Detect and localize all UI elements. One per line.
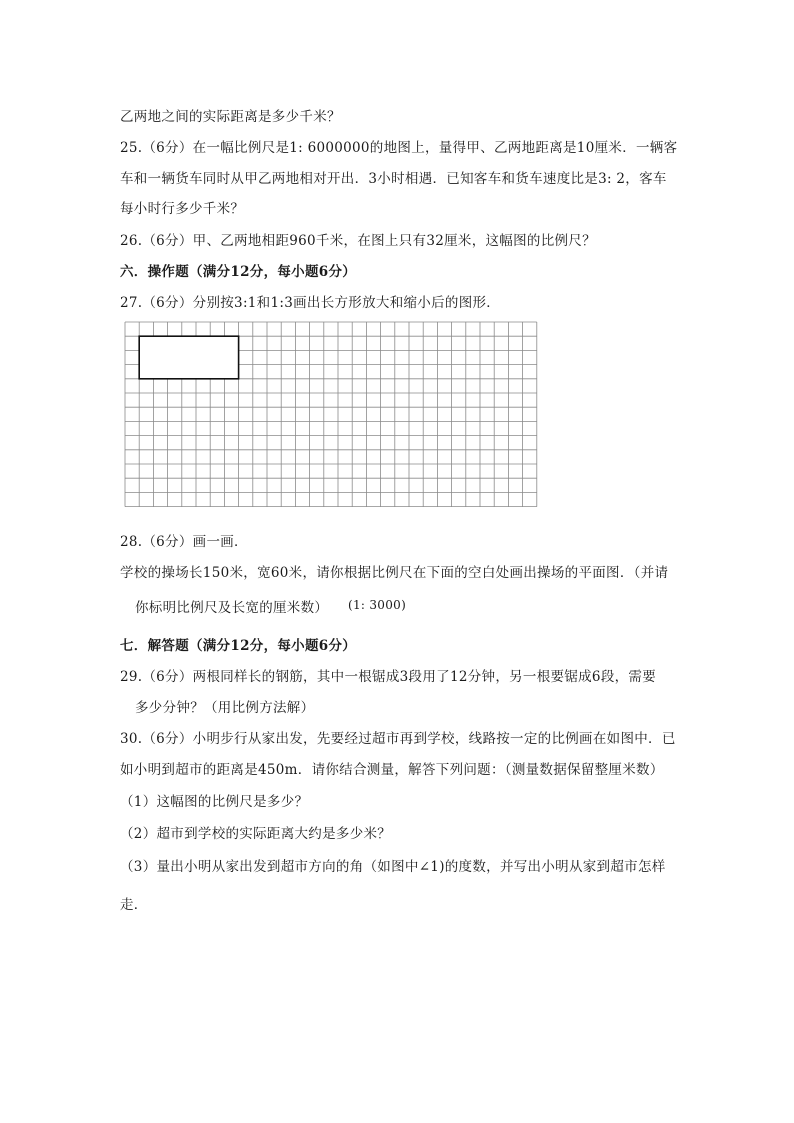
question-25-line-1: 25.（6分）在一幅比例尺是1: 6000000的地图上，量得甲、乙两地距离是10厘米．一辆客 (120, 140, 678, 156)
section-6-heading: 六．操作题（满分12分，每小题6分） (120, 264, 357, 280)
question-24-continuation: 乙两地之间的实际距离是多少千米？ (120, 109, 341, 125)
question-29-line-2: 多少分钟？（用比例方法解） (135, 700, 315, 716)
question-30-line-2: 如小明到超市的距离是450m．请你结合测量，解答下列问题：（测量数据保留整厘米数） (120, 762, 664, 778)
question-30-sub-1: （1）这幅图的比例尺是多少？ (120, 794, 309, 810)
section-7-heading: 七．解答题（满分12分，每小题6分） (120, 638, 357, 654)
drawing-grid[interactable] (124, 321, 542, 515)
question-30-sub-2: （2）超市到学校的实际距离大约是多少米？ (120, 826, 392, 842)
scale-ratio: (1: 3000) (348, 598, 407, 612)
original-rectangle (139, 336, 238, 379)
question-26: 26.（6分）甲、乙两地相距960千米，在图上只有32厘米，这幅图的比例尺？ (120, 233, 596, 249)
question-29-line-1: 29.（6分）两根同样长的钢筋，其中一根锯成3段用了12分钟，另一根要锯成6段，需要 (120, 669, 657, 685)
question-30-line-1: 30.（6分）小明步行从家出发，先要经过超市再到学校，线路按一定的比例画在如图中．已 (120, 731, 676, 747)
question-25-line-2: 车和一辆货车同时从甲乙两地相对开出．3小时相遇．已知客车和货车速度比是3: 2，客车 (120, 171, 667, 187)
question-28-line-1: 28.（6分）画一画． (120, 534, 248, 550)
question-30-sub-3: （3）量出小明从家出发到超市方向的角（如图中∠1)的度数，并写出小明从家到超市怎样 (120, 859, 666, 875)
question-28-line-2: 学校的操场长150米，宽60米，请你根据比例尺在下面的空白处画出操场的平面图．（并请 (120, 565, 669, 581)
question-25-line-3: 每小时行多少千米？ (120, 201, 245, 217)
question-28-line-3: 你标明比例尺及长宽的厘米数） (135, 600, 329, 616)
question-30-sub-3-end: 走． (120, 897, 148, 913)
question-27: 27.（6分）分别按3:1和1:3画出长方形放大和缩小后的图形． (120, 295, 501, 311)
